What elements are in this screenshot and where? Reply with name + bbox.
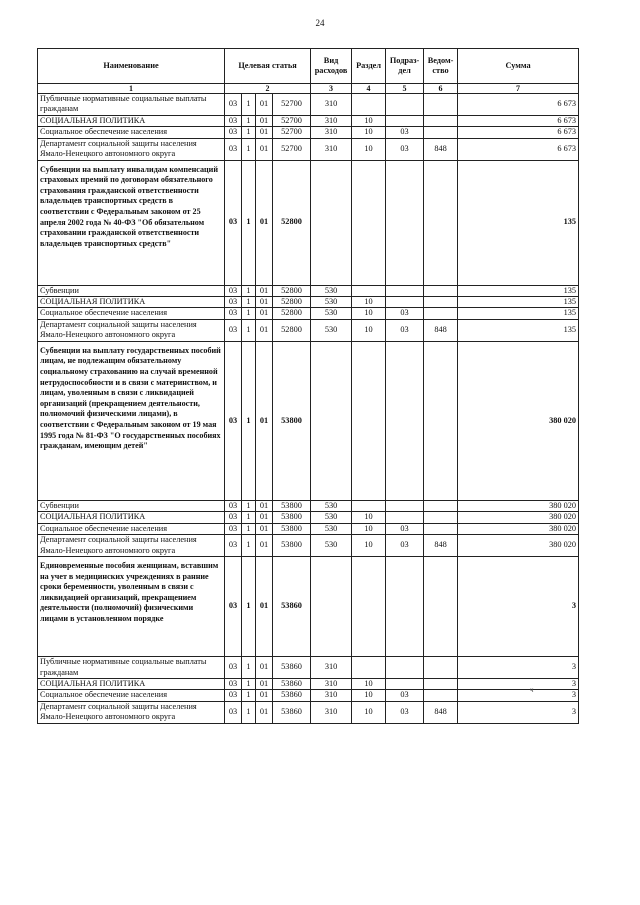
sum-value: 3 [458,701,579,723]
stray-pen-mark: ч [530,686,534,694]
subsection-code [386,160,424,285]
target-code: 53800 [273,500,311,511]
sum-value: 380 020 [458,500,579,511]
table-row [38,679,579,690]
column-number: 6 [424,84,458,94]
expense-kind [311,557,352,657]
target-subprogram: 1 [242,308,256,319]
department-code [424,500,458,511]
table-row [38,657,579,679]
department-code [424,308,458,319]
target-code: 52700 [273,127,311,138]
target-program: 03 [225,535,242,557]
column-number: 5 [386,84,424,94]
subsection-code: 03 [386,319,424,341]
target-code: 52800 [273,160,311,285]
target-code: 52700 [273,138,311,160]
department-code [424,512,458,523]
target-group: 01 [256,701,273,723]
subsection-code: 03 [386,523,424,534]
table-row [38,690,579,701]
subsection-code: 03 [386,138,424,160]
target-subprogram: 1 [242,500,256,511]
target-subprogram: 1 [242,285,256,296]
subsection-code [386,557,424,657]
target-group: 01 [256,319,273,341]
expense-kind: 310 [311,657,352,679]
target-code: 53800 [273,535,311,557]
header-expense-kind: Вид расходов [311,49,352,84]
subsection-code: 03 [386,308,424,319]
target-group: 01 [256,657,273,679]
row-name: Департамент социальной защиты населения Ямало-Ненецкого автономного округа [38,535,225,557]
section-code: 10 [352,535,386,557]
sum-value: 135 [458,297,579,308]
expense-kind: 530 [311,523,352,534]
expense-kind: 530 [311,308,352,319]
table-row [38,512,579,523]
table-row [38,297,579,308]
expense-kind: 310 [311,115,352,126]
subsection-code [386,679,424,690]
target-program: 03 [225,679,242,690]
sum-value: 6 673 [458,115,579,126]
target-subprogram: 1 [242,127,256,138]
target-code: 53800 [273,512,311,523]
target-group: 01 [256,535,273,557]
target-subprogram: 1 [242,319,256,341]
row-name: Публичные нормативные социальные выплаты гражданам [38,94,225,116]
sum-value: 380 020 [458,341,579,500]
sum-value: 380 020 [458,523,579,534]
target-program: 03 [225,297,242,308]
target-group: 01 [256,285,273,296]
target-program: 03 [225,701,242,723]
target-program: 03 [225,557,242,657]
subsection-code: 03 [386,127,424,138]
target-code: 53860 [273,657,311,679]
expense-kind [311,160,352,285]
target-code: 53800 [273,341,311,500]
target-group: 01 [256,341,273,500]
section-code [352,557,386,657]
row-name: СОЦИАЛЬНАЯ ПОЛИТИКА [38,115,225,126]
section-code [352,657,386,679]
header-department: Ведом-ство [424,49,458,84]
target-code: 52800 [273,297,311,308]
row-name: Субвенции [38,500,225,511]
target-group: 01 [256,138,273,160]
target-subprogram: 1 [242,297,256,308]
column-number: 4 [352,84,386,94]
section-code: 10 [352,319,386,341]
target-group: 01 [256,308,273,319]
target-code: 53860 [273,557,311,657]
department-code [424,557,458,657]
header-target-article: Целевая статья [225,49,311,84]
row-name: СОЦИАЛЬНАЯ ПОЛИТИКА [38,512,225,523]
department-code [424,297,458,308]
target-subprogram: 1 [242,94,256,116]
section-code [352,285,386,296]
target-subprogram: 1 [242,701,256,723]
section-code: 10 [352,512,386,523]
subsection-code: 03 [386,701,424,723]
expense-kind: 310 [311,94,352,116]
section-code: 10 [352,701,386,723]
subsection-code [386,512,424,523]
target-subprogram: 1 [242,160,256,285]
section-code: 10 [352,127,386,138]
target-subprogram: 1 [242,512,256,523]
target-group: 01 [256,297,273,308]
department-code [424,523,458,534]
department-code [424,341,458,500]
department-code [424,657,458,679]
target-program: 03 [225,523,242,534]
table-row [38,500,579,511]
expense-kind: 530 [311,535,352,557]
table-body [38,94,579,724]
section-code: 10 [352,679,386,690]
target-group: 01 [256,115,273,126]
table-row [38,308,579,319]
row-name: Субвенции на выплату государственных пособий лицам, не подлежащим обязательному социальному страхованию на случай временной нетрудоспособности и в связи с материнством, и лицам, уволенным в связи с ликвидацией организаций (прекращением деятельности, полномочий физическими лицами), в соответствии с Федеральным законом от 19 мая 1995 года № 81-ФЗ "О государственных пособиях гражданам, имеющим детей" [38,341,225,500]
section-code: 10 [352,297,386,308]
target-subprogram: 1 [242,535,256,557]
row-name: Социальное обеспечение населения [38,523,225,534]
target-code: 53800 [273,523,311,534]
column-number-row [38,84,579,94]
target-program: 03 [225,319,242,341]
table-row [38,285,579,296]
row-name: СОЦИАЛЬНАЯ ПОЛИТИКА [38,679,225,690]
target-program: 03 [225,657,242,679]
table-row [38,115,579,126]
column-number: 3 [311,84,352,94]
expense-kind [311,341,352,500]
header-sum: Сумма [458,49,579,84]
table-row [38,341,579,500]
target-program: 03 [225,115,242,126]
sum-value: 135 [458,160,579,285]
target-group: 01 [256,127,273,138]
sum-value: 135 [458,285,579,296]
expense-kind: 310 [311,701,352,723]
table-row [38,523,579,534]
header-row [38,49,579,84]
target-group: 01 [256,500,273,511]
department-code [424,679,458,690]
expense-kind: 530 [311,512,352,523]
department-code: 848 [424,701,458,723]
expense-kind: 530 [311,500,352,511]
subsection-code [386,285,424,296]
department-code: 848 [424,319,458,341]
row-name: Департамент социальной защиты населения Ямало-Ненецкого автономного округа [38,319,225,341]
expense-kind: 530 [311,285,352,296]
row-name: Департамент социальной защиты населения Ямало-Ненецкого автономного округа [38,138,225,160]
row-name: Социальное обеспечение населения [38,308,225,319]
row-name: Единовременные пособия женщинам, вставшим на учет в медицинских учреждениях в ранние сроки беременности, уволенным в связи с ликвидацией организаций, прекращением деятельности (полномочий) физическими лицами в установленном порядке [38,557,225,657]
target-subprogram: 1 [242,341,256,500]
table-row [38,319,579,341]
target-program: 03 [225,285,242,296]
target-group: 01 [256,512,273,523]
target-group: 01 [256,679,273,690]
row-name: Социальное обеспечение населения [38,127,225,138]
target-code: 52800 [273,285,311,296]
header-section: Раздел [352,49,386,84]
header-subsection: Подраз-дел [386,49,424,84]
target-code: 52700 [273,115,311,126]
target-group: 01 [256,523,273,534]
row-name: Департамент социальной защиты населения Ямало-Ненецкого автономного округа [38,701,225,723]
section-code: 10 [352,690,386,701]
table-row [38,94,579,116]
expense-kind: 310 [311,138,352,160]
target-program: 03 [225,127,242,138]
sum-value: 3 [458,690,579,701]
subsection-code [386,94,424,116]
budget-table [37,48,579,724]
section-code [352,160,386,285]
subsection-code [386,115,424,126]
sum-value: 135 [458,308,579,319]
target-group: 01 [256,160,273,285]
target-program: 03 [225,138,242,160]
row-name: Публичные нормативные социальные выплаты гражданам [38,657,225,679]
target-program: 03 [225,690,242,701]
row-name: Субвенции [38,285,225,296]
sum-value: 6 673 [458,138,579,160]
row-name: Субвенции на выплату инвалидам компенсаций страховых премий по договорам обязательного страхования гражданской ответственности владельцев транспортных средств в соответствии с Федеральным законом от 25 апреля 2002 года № 40-ФЗ "Об обязательном страховании гражданской ответственности владельцев транспортных средств" [38,160,225,285]
sum-value: 3 [458,679,579,690]
section-code: 10 [352,115,386,126]
target-code: 53860 [273,679,311,690]
row-name: Социальное обеспечение населения [38,690,225,701]
target-subprogram: 1 [242,690,256,701]
table-row [38,127,579,138]
sum-value: 3 [458,557,579,657]
target-code: 52700 [273,94,311,116]
table-row [38,557,579,657]
expense-kind: 310 [311,679,352,690]
target-subprogram: 1 [242,657,256,679]
target-program: 03 [225,308,242,319]
target-code: 53860 [273,701,311,723]
subsection-code [386,341,424,500]
target-program: 03 [225,160,242,285]
section-code: 10 [352,138,386,160]
sum-value: 6 673 [458,94,579,116]
expense-kind: 530 [311,297,352,308]
section-code [352,94,386,116]
target-subprogram: 1 [242,557,256,657]
target-code: 52800 [273,319,311,341]
target-program: 03 [225,94,242,116]
sum-value: 380 020 [458,535,579,557]
section-code: 10 [352,308,386,319]
expense-kind: 310 [311,127,352,138]
subsection-code: 03 [386,690,424,701]
table-row [38,701,579,723]
column-number: 7 [458,84,579,94]
sum-value: 380 020 [458,512,579,523]
sum-value: 135 [458,319,579,341]
department-code [424,690,458,701]
target-code: 53860 [273,690,311,701]
subsection-code [386,297,424,308]
column-number: 1 [38,84,225,94]
expense-kind: 310 [311,690,352,701]
target-subprogram: 1 [242,523,256,534]
target-program: 03 [225,341,242,500]
target-program: 03 [225,512,242,523]
department-code [424,94,458,116]
section-code [352,500,386,511]
expense-kind: 530 [311,319,352,341]
target-group: 01 [256,94,273,116]
department-code [424,127,458,138]
row-name: СОЦИАЛЬНАЯ ПОЛИТИКА [38,297,225,308]
target-code: 52800 [273,308,311,319]
target-subprogram: 1 [242,138,256,160]
target-subprogram: 1 [242,679,256,690]
subsection-code: 03 [386,535,424,557]
sum-value: 3 [458,657,579,679]
subsection-code [386,500,424,511]
department-code [424,285,458,296]
target-subprogram: 1 [242,115,256,126]
table-row [38,160,579,285]
department-code: 848 [424,535,458,557]
table-row [38,535,579,557]
page-number: 24 [315,18,325,28]
sum-value: 6 673 [458,127,579,138]
department-code [424,115,458,126]
department-code [424,160,458,285]
section-code [352,341,386,500]
target-program: 03 [225,500,242,511]
target-group: 01 [256,557,273,657]
header-name: Наименование [38,49,225,84]
target-group: 01 [256,690,273,701]
subsection-code [386,657,424,679]
table-row [38,138,579,160]
department-code: 848 [424,138,458,160]
section-code: 10 [352,523,386,534]
column-number: 2 [225,84,311,94]
